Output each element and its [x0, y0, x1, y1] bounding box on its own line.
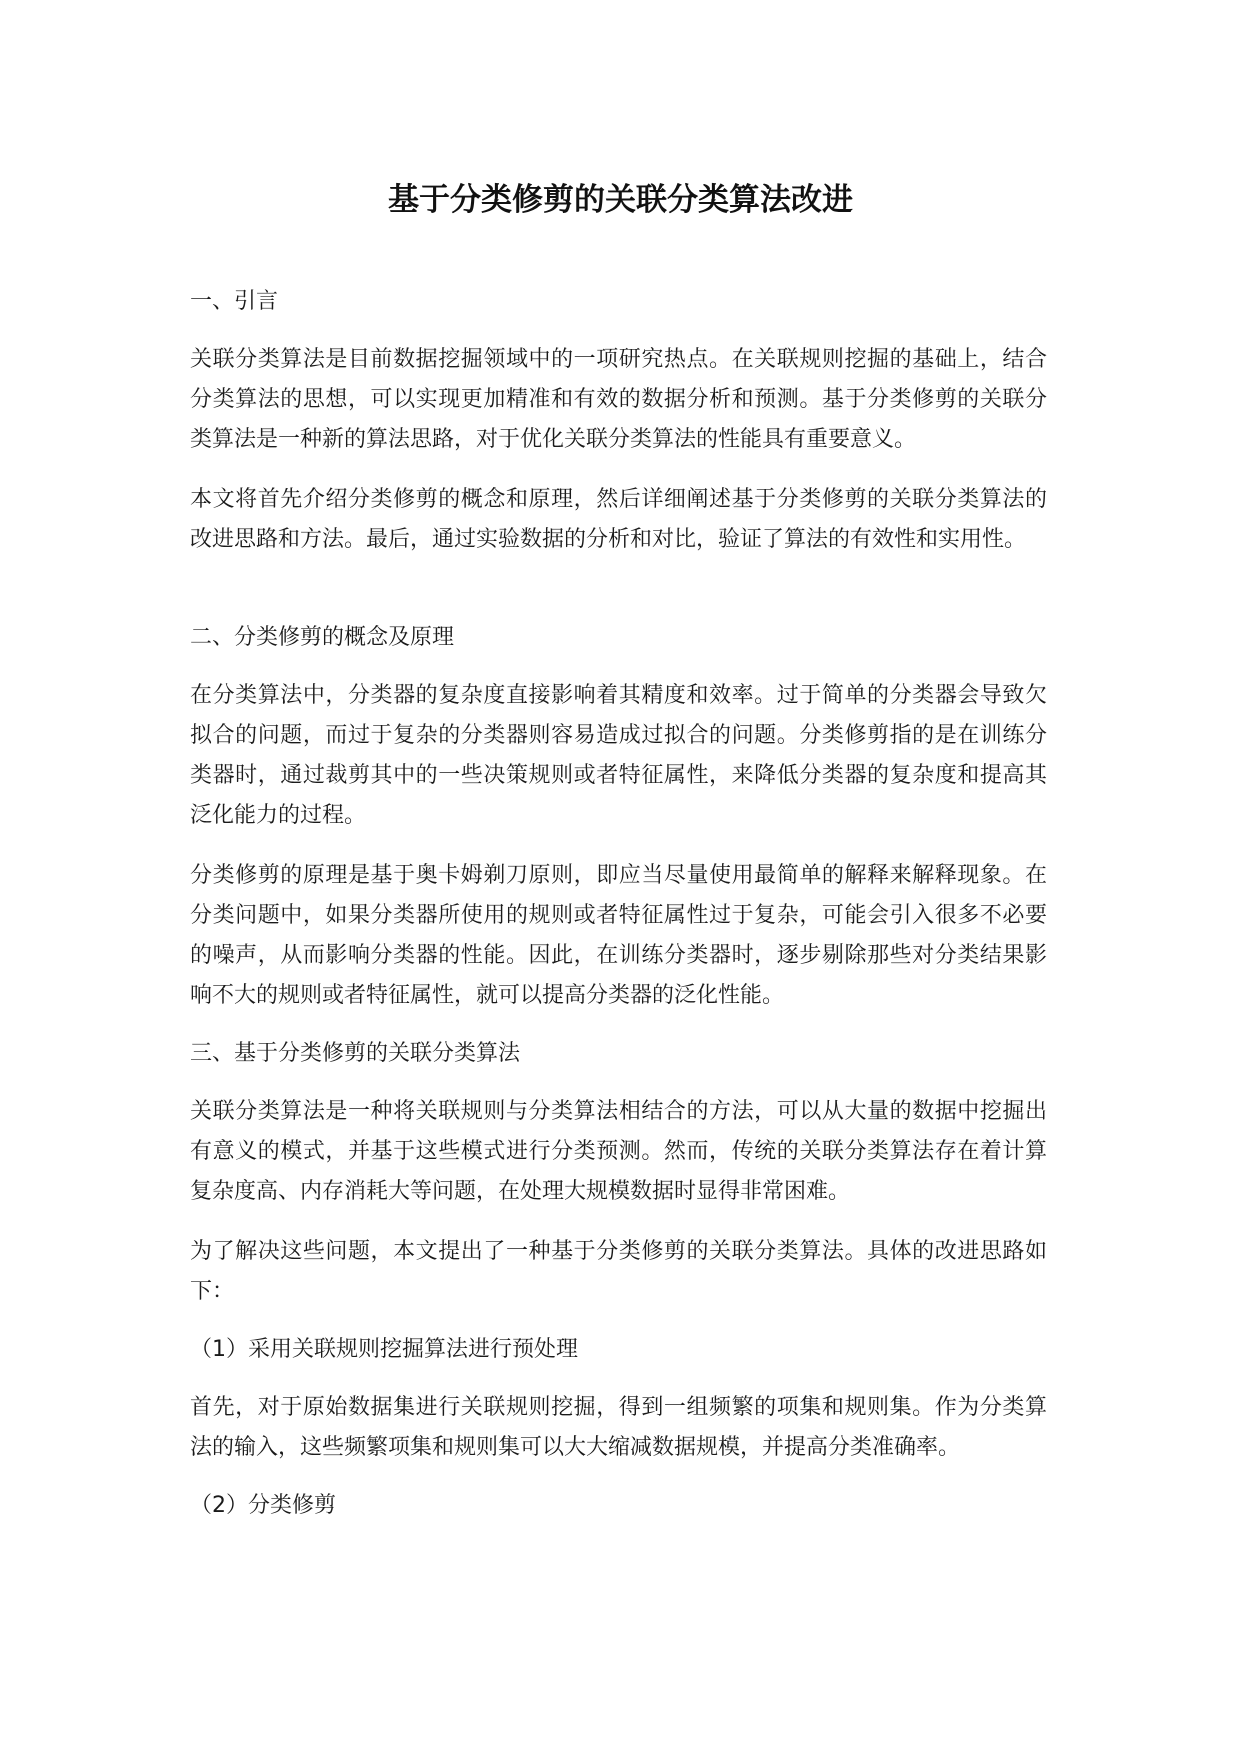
paragraph-step-1: 首先，对于原始数据集进行关联规则挖掘，得到一组频繁的项集和规则集。作为分类算法的输入，这些频繁项集和规则集可以大大缩减数据规模，并提高分类准确率。 [190, 1395, 1047, 1460]
document-title: 基于分类修剪的关联分类算法改进 [388, 182, 853, 218]
paragraph-algorithm-2: 为了解决这些问题，本文提出了一种基于分类修剪的关联分类算法。具体的改进思路如下： [190, 1239, 1047, 1304]
paragraph-algorithm-1: 关联分类算法是一种将关联规则与分类算法相结合的方法，可以从大量的数据中挖掘出有意义的模式，并基于这些模式进行分类预测。然而，传统的关联分类算法存在着计算复杂度高、内存消耗大等问题，在处理大规模数据时显得非常困难。 [190, 1099, 1047, 1204]
section-heading-algorithm: 三、基于分类修剪的关联分类算法 [190, 1041, 521, 1066]
section-heading-concept: 二、分类修剪的概念及原理 [190, 625, 455, 650]
paragraph-intro-1: 关联分类算法是目前数据挖掘领域中的一项研究热点。在关联规则挖掘的基础上，结合分类算法的思想，可以实现更加精准和有效的数据分析和预测。基于分类修剪的关联分类算法是一种新的算法思路，对于优化关联分类算法的性能具有重要意义。 [190, 347, 1047, 452]
subheading-step-1: （1）采用关联规则挖掘算法进行预处理 [190, 1337, 578, 1362]
subheading-step-2: （2）分类修剪 [190, 1493, 336, 1518]
section-heading-intro: 一、引言 [190, 289, 279, 314]
paragraph-concept-1: 在分类算法中，分类器的复杂度直接影响着其精度和效率。过于简单的分类器会导致欠拟合的问题，而过于复杂的分类器则容易造成过拟合的问题。分类修剪指的是在训练分类器时，通过裁剪其中的一些决策规则或者特征属性，来降低分类器的复杂度和提高其泛化能力的过程。 [190, 683, 1047, 828]
paragraph-intro-2: 本文将首先介绍分类修剪的概念和原理，然后详细阐述基于分类修剪的关联分类算法的改进思路和方法。最后，通过实验数据的分析和对比，验证了算法的有效性和实用性。 [190, 487, 1047, 552]
paragraph-concept-2: 分类修剪的原理是基于奥卡姆剃刀原则，即应当尽量使用最简单的解释来解释现象。在分类问题中，如果分类器所使用的规则或者特征属性过于复杂，可能会引入很多不必要的噪声，从而影响分类器的性能。因此，在训练分类器时，逐步剔除那些对分类结果影响不大的规则或者特征属性，就可以提高分类器的泛化性能。 [190, 863, 1047, 1008]
